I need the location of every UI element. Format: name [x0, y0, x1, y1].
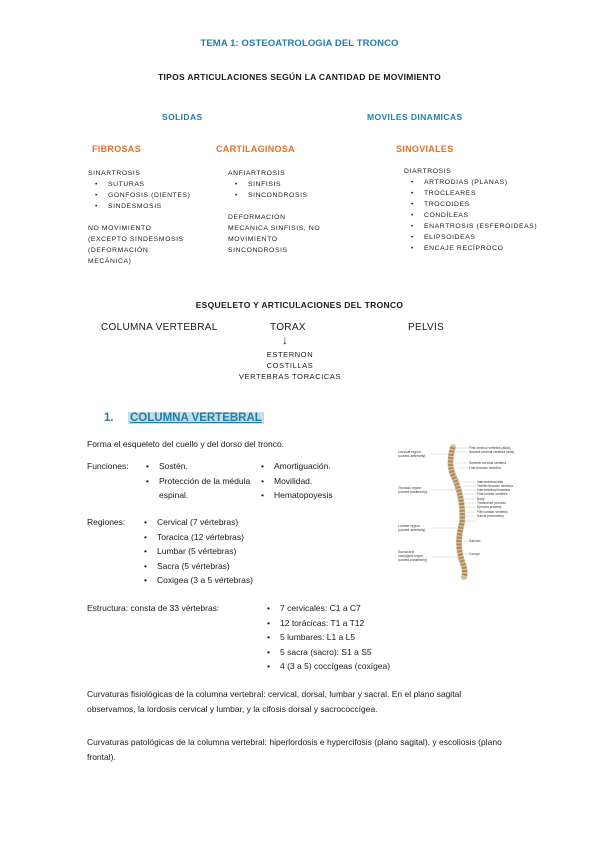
part-torax: TORAX: [270, 322, 306, 333]
sinoviales-list: [404, 177, 537, 254]
list-item: • Amortiguación.: [254, 459, 333, 474]
list-item: • 7 cervicales: C1 a C7: [260, 601, 390, 616]
fig-label-left: Sacral and: [398, 550, 415, 554]
list-item: • Protección de la médula espinal.: [139, 474, 259, 503]
list-item: • SINDESMOSIS: [88, 201, 191, 212]
list-item: • 5 sacra (sacro): S1 a S5: [260, 645, 390, 660]
down-arrow-icon: ↓: [282, 333, 288, 347]
note-line: NO MOVIMIENTO: [88, 225, 152, 232]
list-item: • Sostén.: [139, 459, 259, 474]
list-item: • SINCONDROSIS: [228, 190, 320, 201]
list-item: • Hematopoyesis: [254, 488, 333, 503]
fig-label-right: First lumbar vertebra: [477, 492, 508, 496]
fig-label-right: Coccyx: [469, 552, 480, 556]
heading-number: 1.: [104, 412, 114, 424]
note-line: SINCONDROSIS: [228, 247, 288, 254]
heading-title: COLUMNA VERTEBRAL: [130, 412, 262, 424]
torax-item: VERTEBRAS TORACICAS: [238, 372, 342, 381]
group-moviles: MOVILES DINAMICAS: [367, 112, 463, 122]
heading-columna-vertebral: [104, 412, 264, 424]
fig-label-left: (curved posteriorly): [398, 558, 428, 562]
list-item: • ELIPSOIDEAS: [404, 232, 537, 243]
note-line: MECANICA SINFISIS, NO: [228, 225, 321, 232]
funciones-col2: [254, 459, 333, 503]
fibrosas-list: [88, 179, 191, 212]
fig-label-right: First thoracic vertebra: [469, 466, 501, 470]
cartilaginosa-list: [228, 179, 320, 201]
fig-label-left: coccygeal region: [398, 554, 424, 558]
fig-label-right: Body: [477, 497, 485, 501]
sinoviales-block: [404, 166, 537, 254]
torax-item: COSTILLAS: [266, 361, 314, 370]
list-item: • Lumbar (5 vértebras): [137, 544, 253, 559]
part-columna: COLUMNA VERTEBRAL: [101, 322, 218, 333]
fig-label-right: Fifth lumbar vertebra: [477, 510, 508, 514]
list-item: • Cervical (7 vértebras): [137, 515, 253, 530]
list-item: • SUTURAS: [88, 179, 191, 190]
fibrosas-intro: SINARTROSIS: [88, 170, 141, 177]
fibrosas-note: [88, 223, 191, 267]
regiones-list: [137, 515, 253, 588]
list-item: • SINFISIS: [228, 179, 320, 190]
document-title: TEMA 1: OSTEOATROLOGIA DEL TRONCO: [200, 38, 399, 49]
fig-label-right: Intervertebral foramina: [477, 488, 511, 492]
list-item: • GONFOSIS (DIENTES): [88, 190, 191, 201]
paragraph-patologicas: Curvaturas patológicas de la columna vertebral: hiperlordosis e hypercifosis (plano sagital), y escoliosis (plano frontal).: [87, 737, 502, 762]
fig-label-right: Transverse process: [477, 501, 506, 505]
fig-label-left: (curved anteriorly): [398, 454, 426, 458]
fig-label-right: Sacrum: [469, 539, 481, 543]
list-item: • 12 torácicas: T1 a T12: [260, 616, 390, 631]
list-item: • ENCAJE RECÍPROCO: [404, 243, 537, 254]
list-item: • Toracica (12 vértebras): [137, 530, 253, 545]
list-item: • TROCOIDES: [404, 199, 537, 210]
fig-label-right: Sacral promontory: [477, 514, 504, 518]
note-line: MOVIMIENTO: [228, 236, 278, 243]
torax-item: ESTERNON: [266, 350, 314, 359]
fig-label-right: Second cervical vertebra (axis): [469, 450, 515, 454]
section-title: ESQUELETO Y ARTICULACIONES DEL TRONCO: [195, 300, 404, 310]
note-line: (EXCEPTO SINDESMOSIS: [88, 236, 184, 243]
estructura-list: [260, 601, 390, 674]
list-item: • Sacra (5 vértebras): [137, 559, 253, 574]
intro-text: Forma el esqueleto del cuello y del dorso del tronco.: [87, 439, 285, 449]
fig-label-right: Seventh cervical vertebra: [469, 461, 507, 465]
sinoviales-title: SINOVIALES: [396, 144, 454, 154]
list-item: • ENARTROSIS (ESFEROIDEAS): [404, 221, 537, 232]
fig-label-left: (curved anteriorly): [398, 528, 426, 532]
funciones-label: Funciones:: [87, 461, 129, 471]
cartilaginosa-note: [228, 212, 320, 256]
list-item: • 5 lumbares: L1 a L5: [260, 630, 390, 645]
fig-label-left: Lumbar region: [398, 524, 420, 528]
cartilaginosa-title: CARTILAGINOSA: [216, 144, 295, 154]
sinoviales-intro: DIARTROSIS: [404, 168, 452, 175]
note-line: MECÁNICA): [88, 258, 132, 265]
classification-subtitle: TIPOS ARTICULACIONES SEGÚN LA CANTIDAD DE MOVIMIENTO: [157, 72, 442, 82]
list-item: • CONDÍLEAS: [404, 210, 537, 221]
spine-figure: [398, 443, 528, 581]
list-item: • TROCLEARES: [404, 188, 537, 199]
list-item: • ARTRODIAS (PLANAS): [404, 177, 537, 188]
fig-label-left: Cervical region: [398, 450, 421, 454]
note-line: (DEFORMACIÓN: [88, 247, 149, 254]
fibrosas-block: [88, 168, 191, 267]
list-item: • Coxigea (3 a 5 vértebras): [137, 573, 253, 588]
cartilaginosa-block: [228, 168, 320, 256]
fig-label-left: Thoracic region: [398, 486, 422, 490]
fig-label-right: Twelfth thoracic vertebra: [477, 484, 513, 488]
fig-label-right: Spinous process: [477, 505, 502, 509]
fibrosas-title: FIBROSAS: [92, 144, 141, 154]
regiones-label: Regiones:: [87, 517, 126, 527]
group-solidas: SOLIDAS: [162, 112, 203, 122]
funciones-col1: [139, 459, 259, 503]
list-item: • 4 (3 a 5) coccígeas (coxígea): [260, 659, 390, 674]
fig-label-right: First cervical vertebra (atlas): [469, 446, 511, 450]
list-item: • Movilidad.: [254, 474, 333, 489]
torax-list: [180, 349, 400, 382]
cartilaginosa-intro: ANFIARTROSIS: [228, 170, 286, 177]
paragraph-fisiologicas: Curvaturas fisiológicas de la columna vertebral: cervical, dorsal, lumbar y sacral. En el plano sagital observamos, la lordosis cervical y lumbar, y la cifosis dorsal y sacrococcígea.: [87, 689, 462, 714]
part-pelvis: PELVIS: [408, 322, 445, 333]
fig-label-left: (curved posteriorly): [398, 490, 428, 494]
fig-label-right: Intervertebral disk: [477, 480, 504, 484]
note-line: DEFORMACION: [228, 214, 286, 221]
estructura-label: Estructura: consta de 33 vértebras:: [87, 603, 220, 613]
